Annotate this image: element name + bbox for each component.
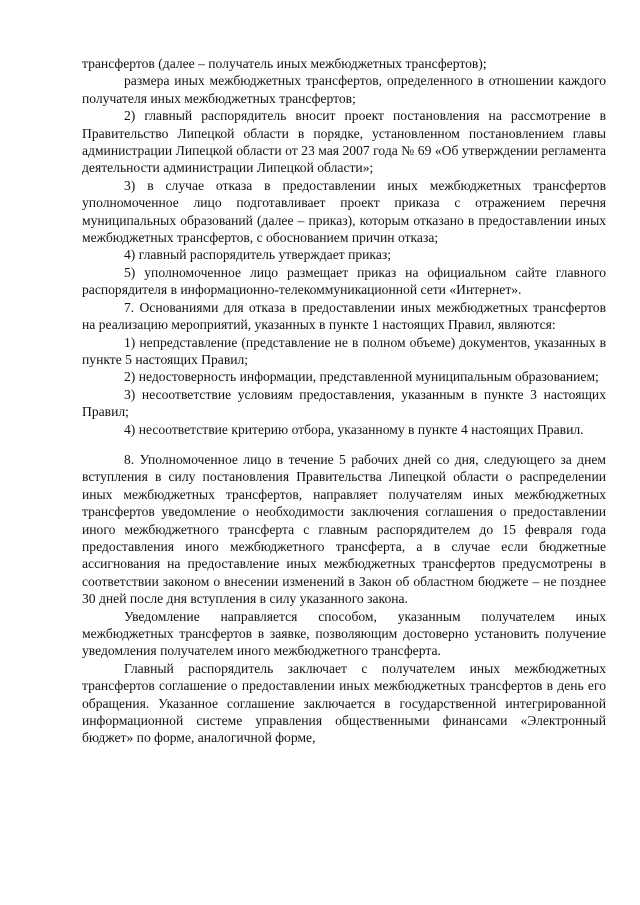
paragraph-4: 3) в случае отказа в предоставлении иных межбюджетных трансфертов уполномоченное лицо подготавливает проект приказа с отражением перечня муниципальных образований (далее – приказ), которым отказано в предоставлении иных межбюджетных трансфертов, с обоснованием причин отказа; xyxy=(82,177,606,246)
paragraph-6: 5) уполномоченное лицо размещает приказ на официальном сайте главного распорядителя в информационно-телекоммуникационной сети «Интернет». xyxy=(82,264,606,298)
paragraph-13: Уведомление направляется способом, указанным получателем иных межбюджетных трансфертов в заявке, позволяющим достоверно установить получение уведомления получателем иного межбюджетного трансферта. xyxy=(82,608,606,659)
paragraph-14: Главный распорядитель заключает с получателем иных межбюджетных трансфертов соглашение о предоставлении иных межбюджетных трансфертов в день его обращения. Указанное соглашение заключается в государственной интегрированной информационной системе управления общественными финансами «Электронный бюджет» по форме, аналогичной форме, xyxy=(82,660,606,746)
paragraph-11: 4) несоответствие критерию отбора, указанному в пункте 4 настоящих Правил. xyxy=(124,421,584,437)
paragraph-7: 7. Основаниями для отказа в предоставлении иных межбюджетных трансфертов на реализацию мероприятий, указанных в пункте 1 настоящих Правил, являются: xyxy=(82,299,606,333)
paragraph-9: 2) недостоверность информации, представленной муниципальным образованием; xyxy=(124,369,599,385)
paragraph-2: размера иных межбюджетных трансфертов, определенного в отношении каждого получателя иных межбюджетных трансфертов; xyxy=(82,73,606,106)
paragraph-3: 2) главный распорядитель вносит проект постановления на рассмотрение в Правительство Липецкой области в порядке, установленном постановлением главы администрации Липецкой области от 23 мая 2007 года № 69 «Об утверждении регламента деятельности администрации Липецкой области»; xyxy=(82,108,606,176)
paragraph-10: 3) несоответствие условиям предоставления, указанным в пункте 3 настоящих Правил; xyxy=(82,386,606,420)
paragraph-8: 1) непредставление (представление не в полном объеме) документов, указанных в пункте 5 настоящих Правил; xyxy=(82,334,606,367)
paragraph-5: 4) главный распорядитель утверждает приказ; xyxy=(124,247,392,263)
paragraph-1: трансфертов (далее – получатель иных межбюджетных трансфертов); xyxy=(82,56,487,71)
paragraph-12: 8. Уполномоченное лицо в течение 5 рабочих дней со дня, следующего за днем вступления в силу постановления Правительства Липецкой области о распределении иных межбюджетных трансфертов, направляет получателям иных межбюджетных трансфертов уведомление о необходимости заключения соглашения о предоставлении иного межбюджетного трансферта с главным распорядителем до 15 февраля года предоставления иного межбюджетного трансферта, а в случае если бюджетные ассигнования на предоставление иных межбюджетных трансфертов предусмотрены в соответствии законом о внесении изменений в Закон об областном бюджете – не позднее 30 дней после дня вступления в силу указанного закона. xyxy=(82,451,606,607)
